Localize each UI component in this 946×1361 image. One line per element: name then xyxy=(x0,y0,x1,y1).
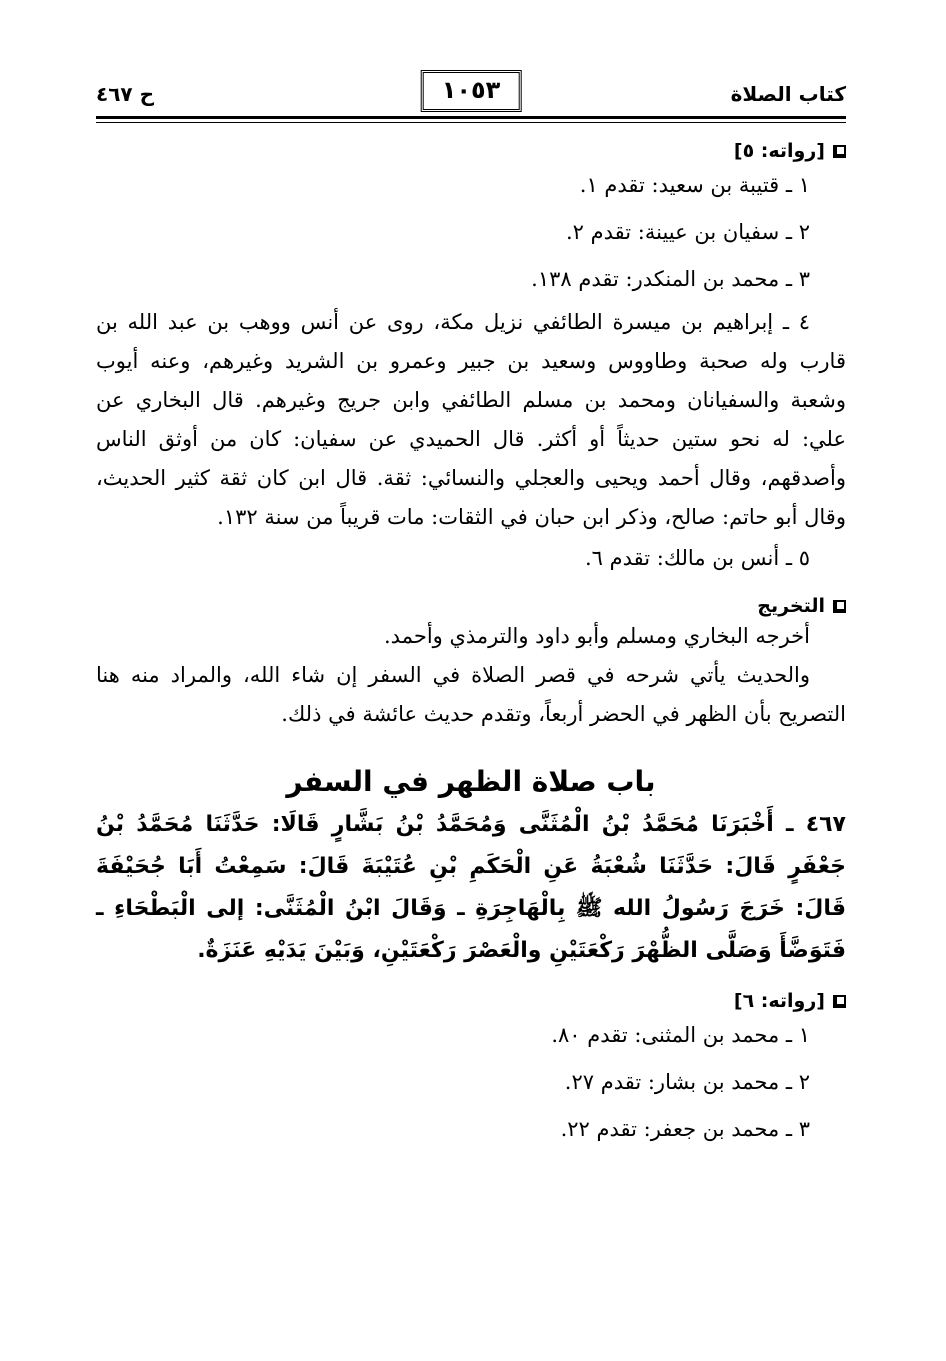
narrators-heading-2-text: [رواته: ٦] xyxy=(733,990,825,1012)
page-number: ١٠٥٣ xyxy=(421,70,522,112)
hadith-text: ٤٦٧ ـ أَخْبَرَنَا مُحَمَّدُ بْنُ الْمُثَنَّى وَمُحَمَّدُ بْنُ بَشَّارٍ قَالَا: حَدَّثَنَا مُحَمَّدُ بْنُ جَعْفَرٍ قَالَ: حَدَّثَنَا شُعْبَةُ عَنِ الْحَكَمِ بْنِ عُتَيْبَةَ قَالَ: سَمِعْتُ أَبَا جُحَيْفَةَ قَالَ: خَرَجَ رَسُولُ الله ﷺ بِالْهَاجِرَةِ ـ وَقَالَ ابْنُ الْمُثَنَّى: إلى الْبَطْحَاءِ ـ فَتَوَضَّأَ وَصَلَّى الظُّهْرَ رَكْعَتَيْنِ والْعَصْرَ رَكْعَتَيْنِ، وَبَيْنَ يَدَيْهِ عَنَزَةٌ. xyxy=(96,812,846,963)
narrator-item-biography: ٤ ـ إبراهيم بن ميسرة الطائفي نزيل مكة، روى عن أنس ووهب بن عبد الله بن قارب وله صحبة وطاووس وسعيد بن جبير وعمرو بن الشريد وغيرهم، وعنه أيوب وشعبة والسفيانان ومحمد بن مسلم الطائفي وابن جريج وغيرهم. قال البخاري عن علي: له نحو ستين حديثاً أو أكثر. قال الحميدي عن سفيان: كان من أوثق الناس وأصدقهم، وقال أحمد ويحيى والعجلي والنسائي: ثقة. قال ابن كان ثقة كثير الحديث، وقال أبو حاتم: صالح، وذكر ابن حبان في الثقات: مات قريباً من سنة ١٣٢. xyxy=(96,310,846,529)
narrator-item: ١ ـ قتيبة بن سعيد: تقدم ١. xyxy=(579,173,810,197)
chapter-title: باب صلاة الظهر في السفر xyxy=(286,765,656,798)
chapter-section xyxy=(96,760,846,972)
running-header xyxy=(96,60,846,118)
takhrij-paragraph: أخرجه البخاري ومسلم وأبو داود والترمذي وأحمد. xyxy=(384,624,810,648)
checkbox-icon xyxy=(833,995,846,1008)
takhrij-paragraph: والحديث يأتي شرحه في قصر الصلاة في السفر إن شاء الله، والمراد منه هنا التصريح بأن الظهر في الحضر أربعاً، وتقدم حديث عائشة في ذلك. xyxy=(96,663,846,726)
header-rule-thin xyxy=(96,122,846,123)
narrator-item: ٣ ـ محمد بن جعفر: تقدم ٢٢. xyxy=(560,1117,810,1141)
checkbox-icon xyxy=(833,600,846,613)
hadith-reference: ح ٤٦٧ xyxy=(96,82,155,106)
takhrij-heading xyxy=(96,595,846,617)
narrator-item: ٢ ـ محمد بن بشار: تقدم ٢٧. xyxy=(564,1070,810,1094)
narrators-heading-1-text: [رواته: ٥] xyxy=(733,140,825,162)
narrator-item: ٥ ـ أنس بن مالك: تقدم ٦. xyxy=(584,546,810,570)
checkbox-icon xyxy=(833,145,846,158)
narrators-section-2 xyxy=(96,990,846,1153)
narrator-item: ١ ـ محمد بن المثنى: تقدم ٨٠. xyxy=(551,1023,810,1047)
book-title: كتاب الصلاة xyxy=(730,82,846,106)
takhrij-heading-text: التخريج xyxy=(757,595,825,617)
book-page xyxy=(96,60,846,1340)
narrators-heading-1 xyxy=(96,140,846,162)
narrator-item: ٣ ـ محمد بن المنكدر: تقدم ١٣٨. xyxy=(531,267,810,291)
narrators-heading-2 xyxy=(96,990,846,1012)
takhrij-section xyxy=(96,595,846,734)
narrators-section-1 xyxy=(96,140,846,579)
narrator-item: ٢ ـ سفيان بن عيينة: تقدم ٢. xyxy=(565,220,810,244)
header-rule xyxy=(96,116,846,119)
